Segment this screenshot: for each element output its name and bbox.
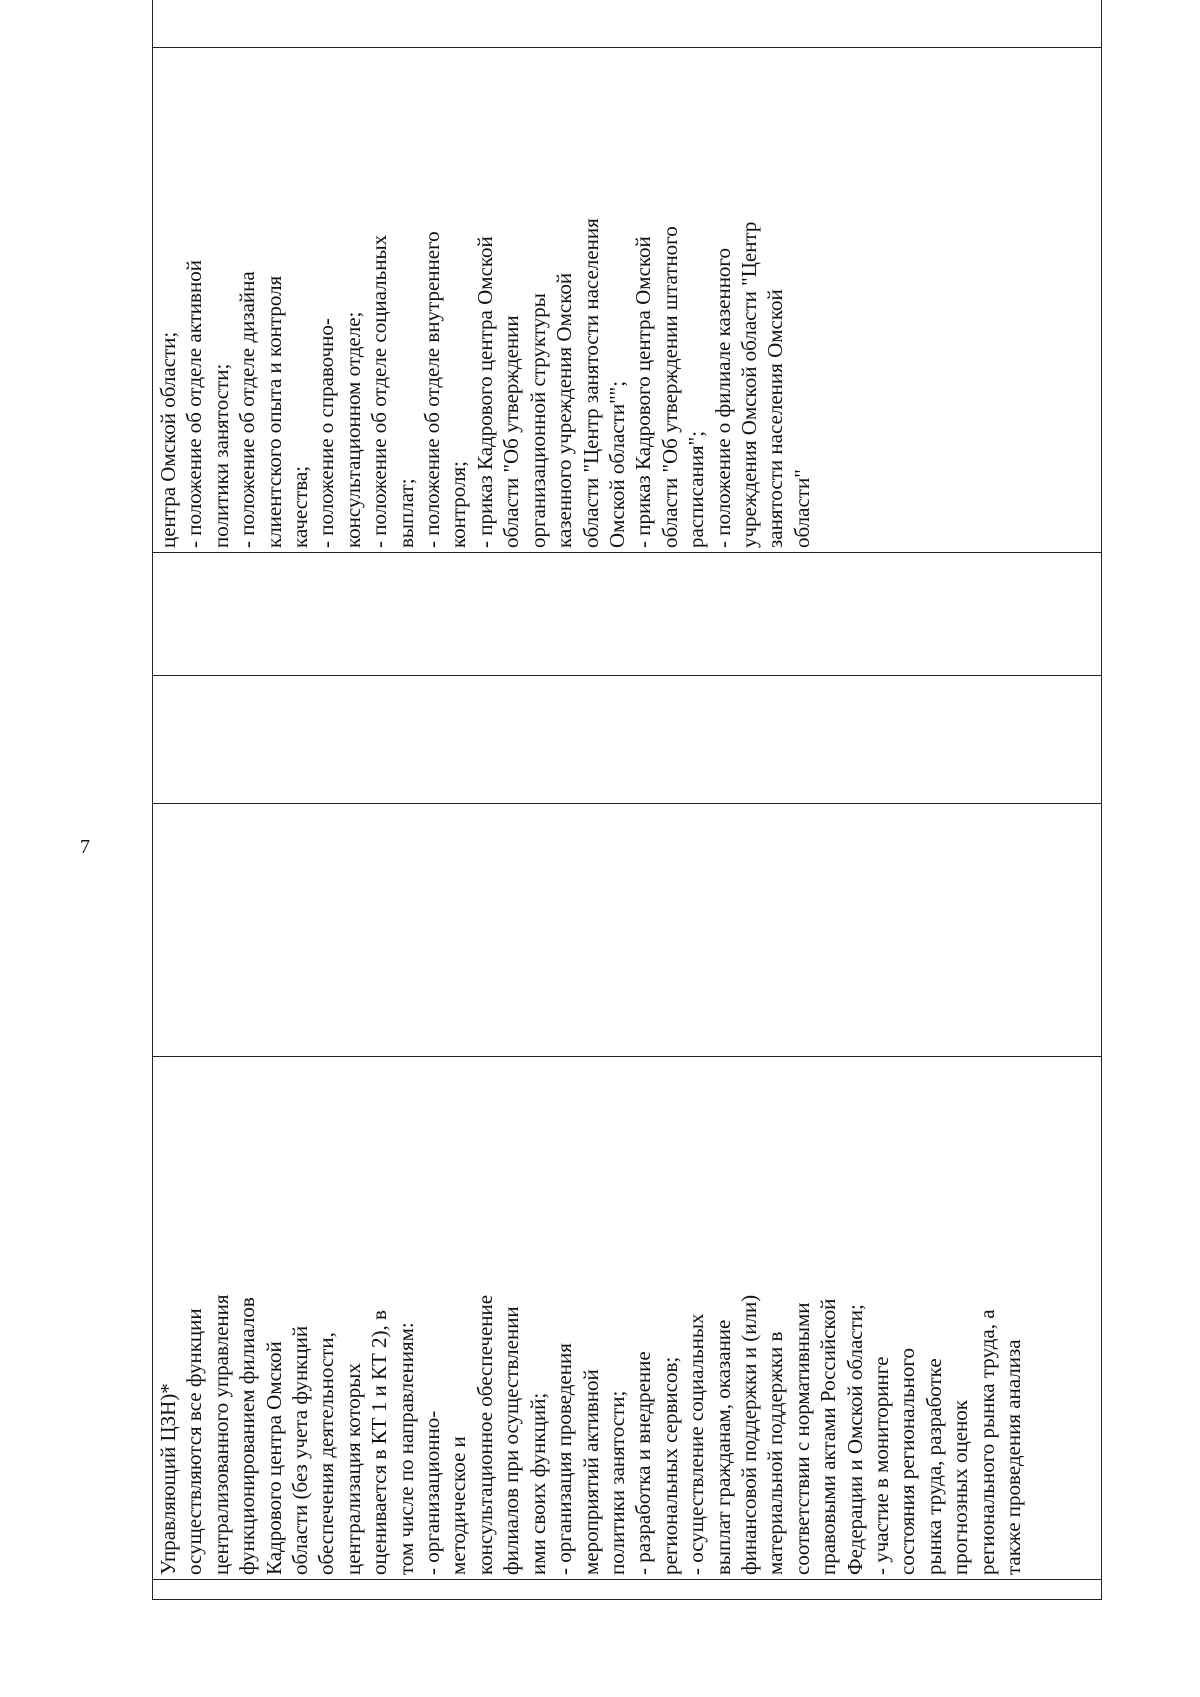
text-line: выплат гражданам, оказание xyxy=(710,1319,735,1575)
text-line: филиалов при осуществлении xyxy=(499,1306,524,1575)
text-line: консультационное обеспечение xyxy=(472,1294,497,1575)
text-line: - положение о справочно- xyxy=(314,318,339,548)
text-line: учреждения Омской области "Центр xyxy=(736,221,761,548)
text-line: - положение об отделе социальных xyxy=(367,234,392,548)
table-row xyxy=(153,0,1102,1600)
text-line: центра Омской области; xyxy=(156,331,180,548)
text-line: качества; xyxy=(288,465,313,548)
text-line: мероприятий активной xyxy=(578,1369,603,1575)
text-line: Федерации и Омской области; xyxy=(842,1304,867,1575)
text-line: - положение о филиале казенного xyxy=(710,247,735,548)
text-line: также проведения анализа xyxy=(1001,1339,1025,1575)
text-line: политики занятости; xyxy=(604,1390,629,1575)
table-cell-documents xyxy=(153,48,1102,553)
rotated-page-content xyxy=(152,0,1200,1600)
text-line: консультационном отделе; xyxy=(340,311,365,548)
text-line: прогнозных оценок xyxy=(948,1400,973,1575)
table-cell-description xyxy=(153,1057,1102,1580)
table-cell-empty xyxy=(153,553,1102,676)
text-line: том числе по направлениям: xyxy=(393,1322,418,1575)
page-number: 7 xyxy=(80,836,90,858)
text-line: организационной структуры xyxy=(525,293,550,548)
text-line: области (без учета функций xyxy=(288,1325,313,1575)
text-line: материальной поддержки в xyxy=(763,1331,788,1575)
table-cell-empty xyxy=(153,676,1102,804)
description-text xyxy=(153,1057,1028,1579)
text-line: - положение об отделе активной xyxy=(182,260,207,548)
text-line: - положение об отделе внутреннего xyxy=(420,231,445,548)
text-line: области "Центр занятости населения xyxy=(578,218,603,548)
text-line: Омской области""; xyxy=(604,380,629,548)
text-line: осуществляются все функции xyxy=(182,1308,207,1575)
text-line: правовыми актами Российской xyxy=(816,1298,841,1575)
text-line: - разработка и внедрение xyxy=(631,1351,656,1575)
text-line: - приказ Кадрового центра Омской xyxy=(631,236,656,548)
text-line: централизация которых xyxy=(340,1363,365,1575)
text-line: обеспечения деятельности, xyxy=(314,1332,339,1575)
text-line: Кадрового центра Омской xyxy=(261,1341,286,1575)
text-line: - осуществление социальных xyxy=(684,1313,709,1575)
text-line: выплат; xyxy=(393,478,418,548)
table-cell-empty xyxy=(153,0,1102,48)
text-line: состояния регионального xyxy=(895,1347,920,1575)
text-line: оценивается в КТ 1 и КТ 2), в xyxy=(367,1310,392,1575)
text-line: области "Об утверждении штатного xyxy=(657,226,682,548)
documents-text xyxy=(153,48,817,552)
text-line: региональных сервисов; xyxy=(657,1356,682,1575)
table-cell-empty xyxy=(153,804,1102,1057)
document-table xyxy=(152,0,1102,1600)
text-line: казенного учреждения Омской xyxy=(552,272,577,548)
text-line: рынка труда, разработке xyxy=(921,1358,946,1575)
text-line: ими своих функций; xyxy=(525,1392,550,1575)
text-line: - организация проведения xyxy=(552,1343,577,1575)
text-line: области" xyxy=(789,469,814,548)
text-line: - приказ Кадрового центра Омской xyxy=(472,236,497,548)
text-line: централизованного управления xyxy=(208,1294,233,1575)
table-cell-number xyxy=(153,1580,1102,1600)
text-line: финансовой поддержки и (или) xyxy=(736,1294,761,1575)
text-line: функционированием филиалов xyxy=(235,1297,260,1575)
text-line: расписания"; xyxy=(684,430,709,548)
text-line: контроля; xyxy=(446,460,471,548)
text-line: Управляющий ЦЗН)* xyxy=(156,1383,180,1575)
text-line: соответствии с нормативными xyxy=(789,1302,814,1575)
text-line: занятости населения Омской xyxy=(763,289,788,548)
text-line: - участие в мониторинге xyxy=(868,1356,893,1575)
text-line: методическое и xyxy=(446,1436,471,1575)
text-line: политики занятости; xyxy=(208,363,233,548)
text-line: клиентского опыта и контроля xyxy=(261,275,286,548)
text-line: - положение об отделе дизайна xyxy=(235,271,260,548)
text-line: - организационно- xyxy=(420,1410,445,1575)
text-line: регионального рынка труда, а xyxy=(974,1309,999,1575)
text-line: области "Об утверждении xyxy=(499,315,524,548)
